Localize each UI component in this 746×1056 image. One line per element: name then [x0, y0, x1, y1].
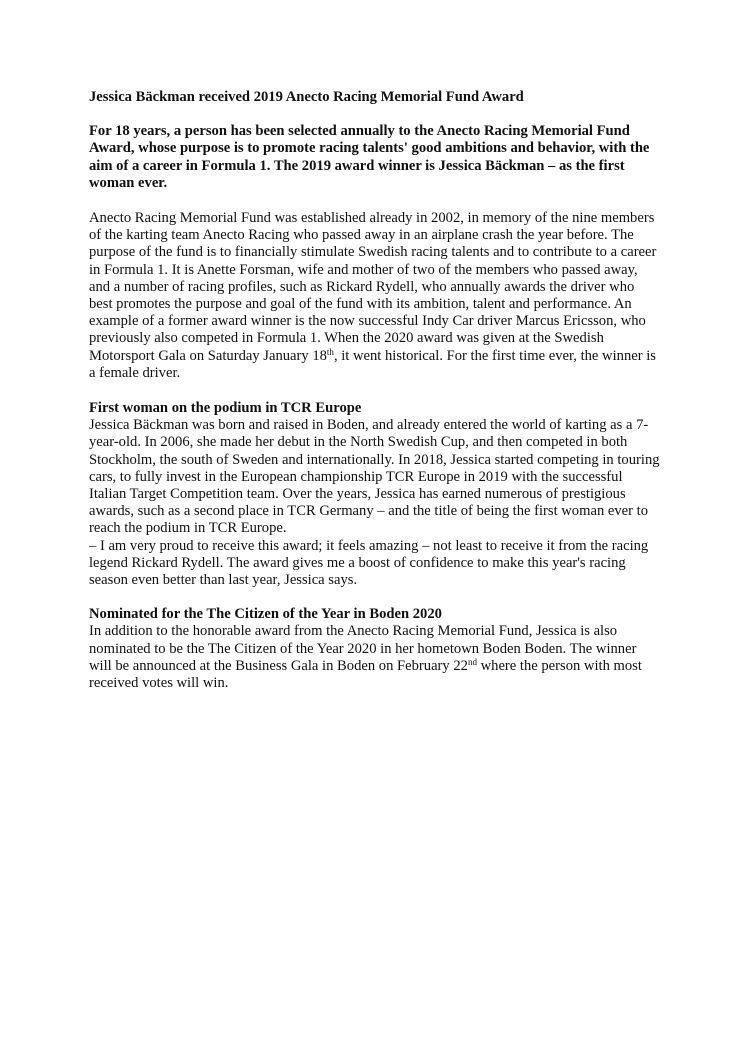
lead-paragraph: For 18 years, a person has been selected annually to the Anecto Racing Memorial Fund Award, whose purpose is to promote racing talents' good ambitions and behavior, with the aim of a career in Formula 1. The 2019 award winner is Jessica Bäckman – as the first woman ever. — [89, 123, 650, 191]
section-body-citizen — [89, 623, 661, 692]
section-heading-citizen: Nominated for the The Citizen of the Year in Boden 2020 — [89, 606, 442, 623]
intro-text: Anecto Racing Memorial Fund was established already in 2002, in memory of the nine members of the karting team Anecto Racing who passed away in an airplane crash the year before. The purpose of the fund is to financially stimulate Swedish racing talents and to contribute to a career in Formula 1. It is Anette Forsman, wife and mother of two of the members who passed away, and a number of racing profiles, such as Rickard Rydell, who annually awards the driver who best promotes the purpose and goal of the fund with its ambition, talent and performance. An example of a former award winner is the now successful Indy Car driver Marcus Ericsson, who previously also competed in Formula 1. When the 2020 award was given at the Swedish Motorsport Gala on Saturday January 18 — [89, 210, 657, 364]
intro-paragraph — [89, 210, 661, 382]
citizen-text-end: where the person with most received votes will win. — [89, 657, 642, 692]
section-body-podium: Jessica Bäckman was born and raised in Boden, and already entered the world of karting as a 7-year-old. In 2006, she made her debut in the North Swedish Cup, and then competed in both Stockholm, the south of Sweden and internationally. In 2018, Jessica started competing in touring cars, to fully invest in the European championship TCR Europe in 2019 with the successful Italian Target Competition team. Over the years, Jessica has earned numerous of prestigious awards, such as a second place in TCR Germany – and the title of being the first woman ever to reach the podium in TCR Europe. — [89, 417, 660, 537]
document-page — [89, 89, 661, 709]
section-heading-podium: First woman on the podium in TCR Europe — [89, 400, 362, 417]
date-ordinal-suffix: nd — [467, 656, 477, 667]
quote-paragraph: – I am very proud to receive this award; it feels amazing – not least to receive it from the racing legend Rickard Rydell. The award gives me a boost of confidence to make this year's racing season even better than last year, Jessica says. — [89, 537, 649, 589]
section-first-woman-podium — [89, 400, 661, 589]
date-ordinal-suffix: th — [326, 346, 334, 357]
document-title: Jessica Bäckman received 2019 Anecto Racing Memorial Fund Award — [89, 89, 524, 105]
citizen-text: In addition to the honorable award from the Anecto Racing Memorial Fund, Jessica is also nominated to be the The Citizen of the Year 2020 in her hometown Boden Boden. The winner will be announced at the Business Gala in Boden on February 22 — [89, 623, 637, 674]
section-citizen-nomination — [89, 606, 661, 692]
intro-text-end: , it went historical. For the first time ever, the winner is a female driver. — [89, 347, 656, 381]
